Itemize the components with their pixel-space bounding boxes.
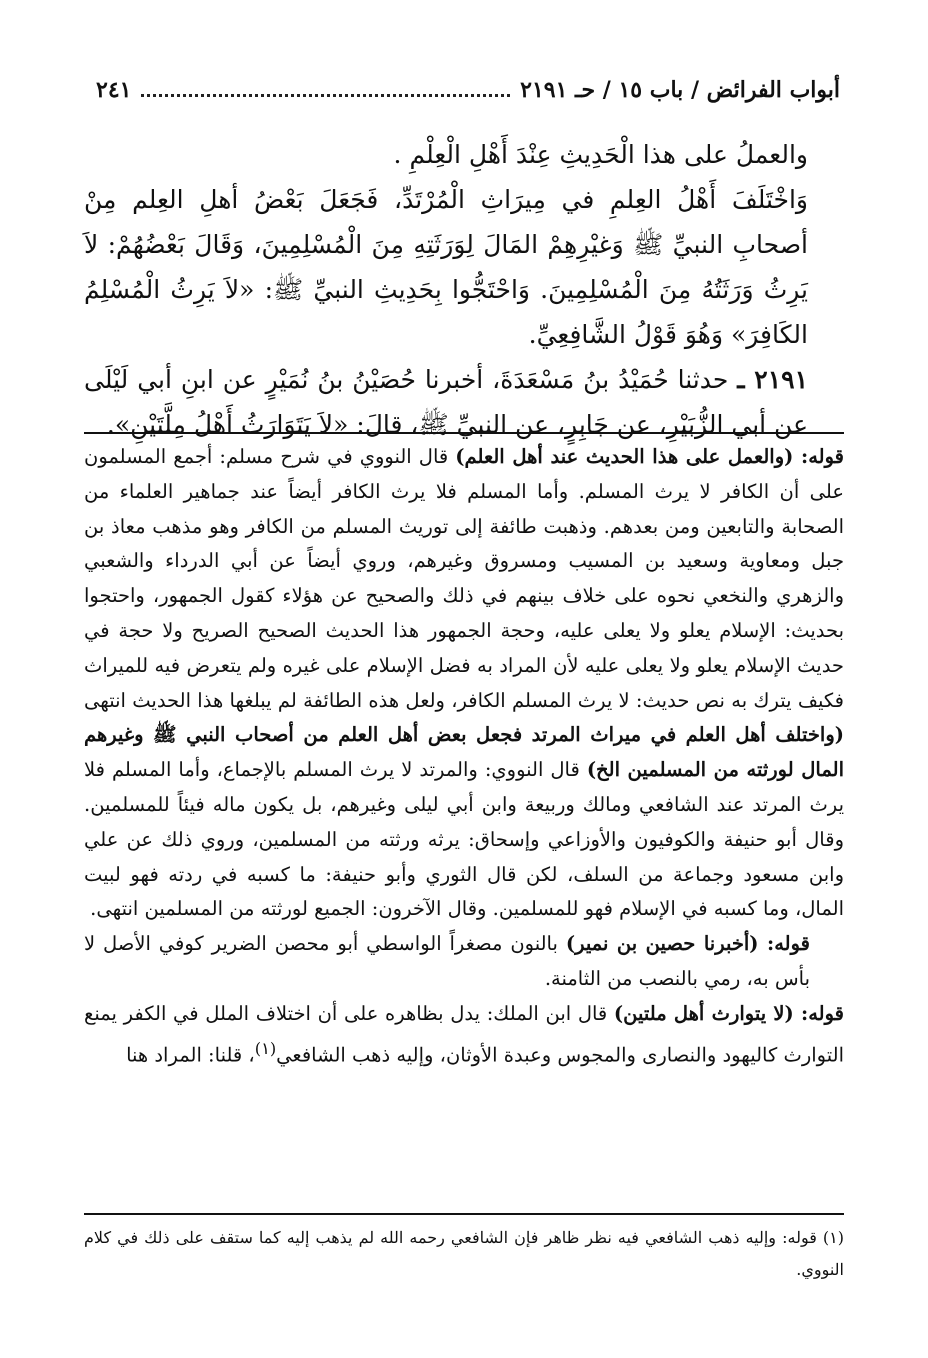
page-header: [96, 72, 840, 108]
commentary-paragraph-3: [84, 997, 844, 1073]
main-text: [84, 132, 844, 447]
commentary-lemma: قوله: (أخبرنا حصين بن نمير): [565, 932, 811, 956]
commentary-lemma: قوله: (والعمل على هذا الحديث عند أهل العلم): [455, 445, 845, 468]
commentary: [84, 440, 844, 1073]
hadith-number: ٢١٩١ ـ: [737, 365, 809, 394]
page-number: ٢٤١: [96, 77, 132, 103]
commentary-paragraph-1: [84, 440, 844, 927]
header-leader-dots: [141, 94, 510, 97]
commentary-text: قال النووي: والمرتد لا يرث المسلم بالإجماع، وأما المسلم فلا يرث المرتد عند الشافعي ومالك وربيعة وابن أبي ليلى وغيرهم، بل يكون ماله فيئاً للمسلمين. وقال أبو حنيفة والكوفيون والأوزاعي وإسحاق: يرثه ورثته من المسلمين، وروي ذلك عن علي وابن مسعود وجماعة من السلف، لكن قال الثوري وأبو حنيفة: ما كسبه في ردته فهو لبيت المال، وما كسبه في الإسلام فهو للمسلمين. وقال الآخرون: الجميع لورثته من المسلمين انتهى.: [84, 758, 844, 921]
commentary-text: قال ابن الملك: يدل بظاهره على أن اختلاف الملل في الكفر يمنع التوارث كاليهود والنصارى والمجوس وعبدة الأوثان، وإليه ذهب الشافعي: [84, 1001, 844, 1067]
footnote-text: (١) قوله: وإليه ذهب الشافعي فيه نظر ظاهر فإن الشافعي رحمه الله لم يذهب إليه كما ستقف على ذلك في كلام النووي.: [84, 1228, 844, 1279]
commentary-paragraph-2: [84, 927, 844, 997]
commentary-text: بالنون مصغراً الواسطي أبو محصن الضرير كوفي الأصل لا بأس به، رمي بالنصب من الثامنة.: [84, 932, 810, 990]
running-title: أبواب الفرائض / باب ١٥ / حـ ٢١٩١: [520, 77, 840, 103]
footnote-reference[interactable]: (١): [254, 1038, 277, 1058]
commentary-text: ، قلنا: المراد هنا: [126, 1043, 255, 1067]
matn-paragraph-1: والعملُ على هذا الْحَدِيثِ عِنْدَ أَهْلِ الْعِلْمِ .: [393, 140, 808, 169]
matn-paragraph-2: وَاخْتَلَفَ أَهْلُ العِلمِ في مِيرَاثِ الْمُرْتَدِّ، فَجَعَلَ بَعْضُ أهلِ العِلم مِنْ أصحابِ النبيِّ ﷺ وَغيْرِهِمْ المَالَ لِوَرَثَتِهِ مِنَ الْمُسْلِمِينَ، وَقَالَ بَعْضُهُمْ: لاَ يَرِثُ وَرَثَتُهُ مِنَ الْمُسْلِمِينَ. وَاحْتَجُّوا بِحَدِيثِ النبيِّ ﷺ: «لاَ يَرِثُ الْمُسْلِمُ الكَافِرَ» وَهُوَ قَوْلُ الشَّافِعِيِّ.: [84, 185, 808, 349]
hadith-text: حدثنا حُمَيْدُ بنُ مَسْعَدَةَ، أخبرنا حُصَيْنُ بنُ نُمَيْرٍ عن ابنِ أبي لَيْلَى عن أبي الزُّبَيْرِ، عن جَابِرٍ، عن النبيِّ ﷺ، قالَ: «لاَ يَتَوَارَثُ أَهْلُ مِلَّتَيْنِ».: [84, 365, 808, 439]
commentary-lemma: قوله: (لا يتوارث أهل ملتين): [613, 1001, 844, 1025]
footnote-divider: [84, 1213, 844, 1215]
commentary-text: قال النووي في شرح مسلم: أجمع المسلمون على أن الكافر لا يرث المسلم. وأما المسلم فلا يرث الكافر أيضاً عند جماهير العلماء من الصحابة والتابعين ومن بعدهم. وذهبت طائفة إلى توريث المسلم من الكافر وهو مذهب معاذ بن جبل ومعاوية وسعيد بن المسيب ومسروق وغيرهم، وروي أيضاً عن أبي الدرداء والشعبي والزهري والنخعي نحوه على خلاف بينهم في ذلك والصحيح عن هؤلاء كقول الجمهور، واحتجوا بحديث: الإسلام يعلو ولا يعلى عليه، وحجة الجمهور هذا الحديث الصحيح الصريح ولا حجة في حديث الإسلام يعلو ولا يعلى عليه لأن المراد به فضل الإسلام على غيره ولم يتعرض فيه للميراث فكيف يترك به نص حديث: لا يرث المسلم الكافر، ولعل هذه الطائفة لم يبلغها هذا الحديث انتهى: [84, 445, 844, 712]
commentary-divider: [84, 432, 844, 434]
commentary-lemma: (واختلف أهل العلم في ميراث المرتد فجعل بعض أهل العلم من أصحاب النبي ﷺ وغيرهم المال لورثته من المسلمين الخ): [84, 723, 845, 782]
footnote: [84, 1222, 844, 1286]
